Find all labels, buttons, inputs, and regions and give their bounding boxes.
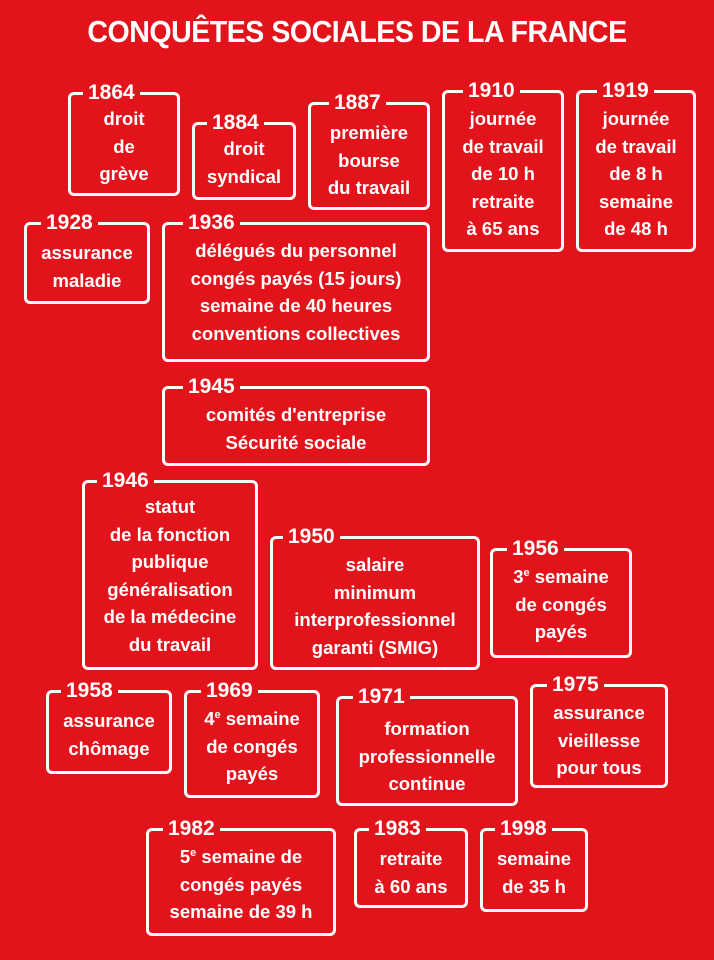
event-card-1946 xyxy=(82,469,258,670)
page-title: CONQUÊTES SOCIALES DE LA FRANCE xyxy=(87,14,627,49)
event-year: 1946 xyxy=(97,468,154,494)
event-text: droit syndical xyxy=(206,138,282,187)
event-text: 3e semaine de congés payés xyxy=(513,566,609,642)
event-card-1969 xyxy=(184,679,320,798)
event-text: journée de travail de 10 h retraite à 65 ans xyxy=(462,108,544,239)
event-text: droit de grève xyxy=(99,108,149,184)
event-year: 1950 xyxy=(283,524,340,550)
event-card-1975 xyxy=(530,673,668,788)
event-card-1910 xyxy=(442,79,564,252)
event-text: journée de travail de 8 h semaine de 48 h xyxy=(595,108,677,239)
event-card-1887 xyxy=(308,91,430,210)
event-text: délégués du personnel congés payés (15 jours) semaine de 40 heures conventions collectives xyxy=(190,240,402,344)
ordinal-suffix: e xyxy=(523,566,530,579)
event-year: 1945 xyxy=(183,374,240,400)
event-text: première bourse du travail xyxy=(327,122,411,198)
event-year: 1958 xyxy=(61,678,118,704)
event-text: assurance maladie xyxy=(41,242,133,291)
event-text: 4e semaine de congés payés xyxy=(204,708,300,784)
event-year: 1983 xyxy=(369,816,426,842)
event-text: statut de la fonction publique généralisation de la médecine du travail xyxy=(103,496,237,655)
event-year: 1919 xyxy=(597,78,654,104)
event-text: retraite à 60 ans xyxy=(374,848,448,897)
event-card-1982 xyxy=(146,817,336,936)
event-year: 1998 xyxy=(495,816,552,842)
event-text: assurance vieillesse pour tous xyxy=(553,702,645,778)
event-card-1958 xyxy=(46,679,172,774)
event-year: 1910 xyxy=(463,78,520,104)
event-year: 1971 xyxy=(353,684,410,710)
event-card-1945 xyxy=(162,375,430,466)
event-card-1884 xyxy=(192,111,296,200)
event-year: 1864 xyxy=(83,80,140,106)
ordinal-suffix: e xyxy=(214,708,221,721)
event-year: 1956 xyxy=(507,536,564,562)
event-year: 1928 xyxy=(41,210,98,236)
event-card-1971 xyxy=(336,685,518,806)
event-card-1936 xyxy=(162,211,430,362)
event-card-1956 xyxy=(490,537,632,658)
event-year: 1884 xyxy=(207,110,264,136)
event-card-1983 xyxy=(354,817,468,908)
event-text: assurance chômage xyxy=(63,710,155,759)
event-text: semaine de 35 h xyxy=(496,848,572,897)
event-year: 1975 xyxy=(547,672,604,698)
event-text: 5e semaine de congés payés semaine de 39 h xyxy=(169,846,313,922)
event-year: 1887 xyxy=(329,90,386,116)
event-card-1998 xyxy=(480,817,588,912)
event-text: formation professionnelle continue xyxy=(358,718,496,794)
event-year: 1936 xyxy=(183,210,240,236)
event-card-1950 xyxy=(270,525,480,670)
event-year: 1969 xyxy=(201,678,258,704)
event-year: 1982 xyxy=(163,816,220,842)
event-text: salaire minimum interprofessionnel garanti (SMIG) xyxy=(294,554,456,658)
event-card-1928 xyxy=(24,211,150,304)
ordinal-suffix: e xyxy=(190,846,197,859)
event-card-1864 xyxy=(68,81,180,196)
event-card-1919 xyxy=(576,79,696,252)
event-text: comités d'entreprise Sécurité sociale xyxy=(205,404,387,453)
